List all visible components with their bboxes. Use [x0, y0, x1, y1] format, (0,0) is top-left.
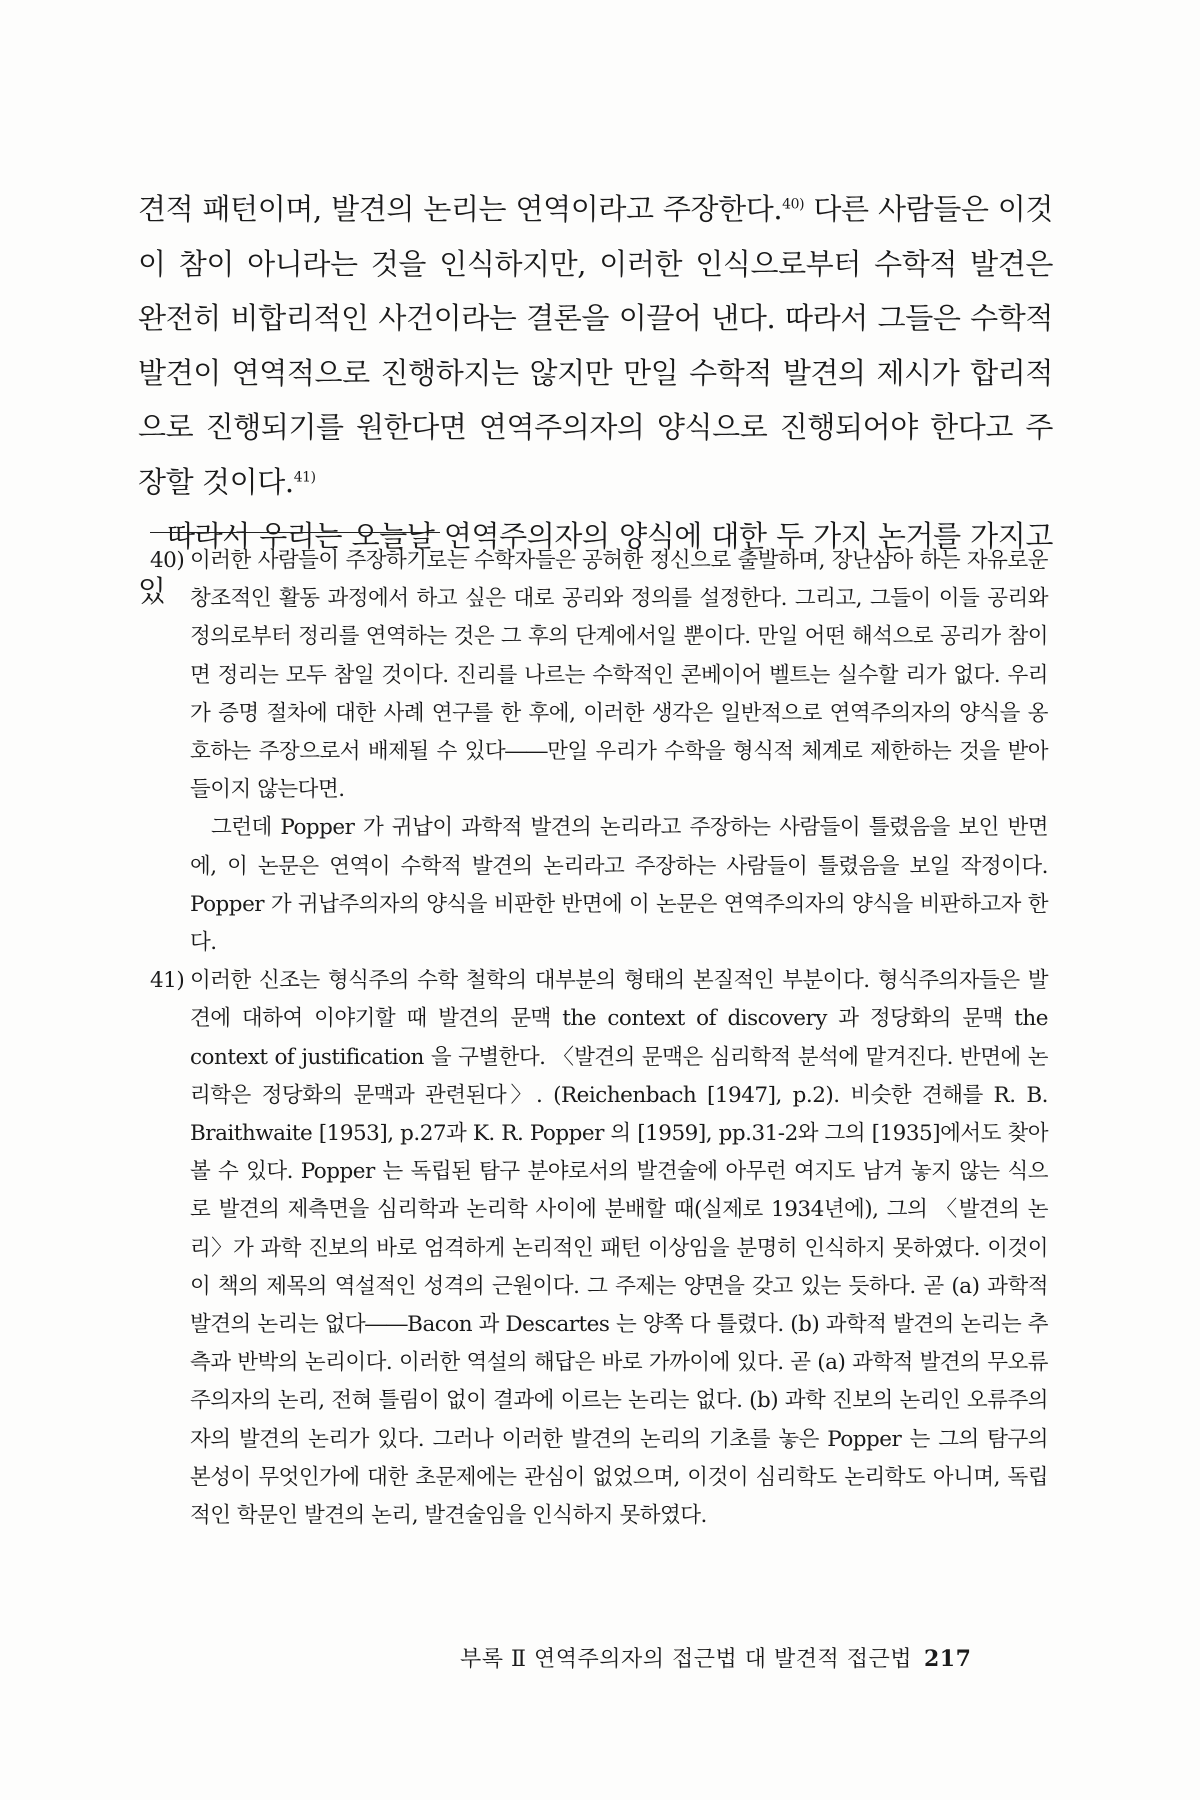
page-number: 217 [923, 1646, 972, 1672]
footnote-text: 이러한 신조는 형식주의 수학 철학의 대부분의 형태의 본질적인 부분이다. 형식주의자들은 발견에 대하여 이야기할 때 발견의 문맥 the context of discovery 과 정당화의 문맥 the context of justification 을 구별한다. 〈발견의 문맥은 심리학적 분석에 맡겨진다. 반면에 논리학은 정당화의 문맥과 관련된다〉. (Reichenbach [1947], p.2). 비슷한 견해를 R. B. Braithwaite [1953], p.27과 K. R. Popper 의 [1959], pp.31-2와 그의 [1935]에서도 찾아볼 수 있다. Popper 는 독립된 탐구 분야로서의 발견술에 아무런 여지도 남겨 놓지 않는 식으로 발견의 제측면을 심리학과 논리학 사이에 분배할 때(실제로 1934년에), 그의 〈발견의 논리〉가 과학 진보의 바로 엄격하게 논리적인 패턴 이상임을 분명히 인식하지 못하였다. 이것이 이 책의 제목의 역설적인 성격의 근원이다. 그 주제는 양면을 갖고 있는 듯하다. 곧 (a) 과학적 발견의 논리는 없다――Bacon 과 Descartes 는 양쪽 다 틀렸다. (b) 과학적 발견의 논리는 추측과 반박의 논리이다. 이러한 역설의 해답은 바로 가까이에 있다. 곧 (a) 과학적 발견의 무오류주의자의 논리, 전혀 틀림이 없이 결과에 이르는 논리는 없다. (b) 과학 진보의 논리인 오류주의자의 발견의 논리가 있다. 그러나 이러한 발견의 논리의 기초를 놓은 Popper 는 그의 탐구의 본성이 무엇인가에 대한 초문제에는 관심이 없었으며, 이것이 심리학도 논리학도 아니며, 독립적인 학문인 발견의 논리, 발견술임을 인식하지 못하였다. [190, 968, 1048, 1529]
footnote-41 [150, 962, 1048, 1535]
footnote-number: 41) [150, 968, 185, 994]
paragraph [138, 182, 1053, 509]
footnote-divider [150, 532, 440, 533]
footnote-number: 40) [150, 548, 185, 573]
paragraph-text: 다른 사람들은 이것이 참이 아니라는 것을 인식하지만, 이러한 인식으로부터 수학적 발견은 완전히 비합리적인 사건이라는 결론을 이끌어 낸다. 따라서 그들은 수학적 발견이 연역적으로 진행하지는 않지만 만일 수학적 발견의 제시가 합리적으로 진행되기를 원한다면 연역주의자의 양식으로 진행되어야 한다고 주장할 것이다. [138, 192, 1053, 499]
footnote-ref-40: 40) [782, 196, 805, 213]
footnote-text: 이러한 사람들이 주장하기로는 수학자들은 공허한 정신으로 출발하며, 장난삼아 하는 자유로운 창조적인 활동 과정에서 하고 싶은 대로 공리와 정의를 설정한다. 그리고, 그들이 이들 공리와 정의로부터 정리를 연역하는 것은 그 후의 단계에서일 뿐이다. 만일 어떤 해석으로 공리가 참이면 정리는 모두 참일 것이다. 진리를 나르는 수학적인 콘베이어 벨트는 실수할 리가 없다. 우리가 증명 절차에 대한 사례 연구를 한 후에, 이러한 생각은 일반적으로 연역주의자의 양식을 옹호하는 주장으로서 배제될 수 있다――만일 우리가 수학을 형식적 체계로 제한하는 것을 받아들이지 않는다면. [190, 548, 1048, 803]
paragraph: 따라서 우리는 오늘날 연역주의자의 양식에 대한 두 가지 논거를 가지고 있 [138, 519, 1053, 608]
footnote-40 [150, 542, 1048, 809]
footnote-40-continuation: 그런데 Popper 가 귀납이 과학적 발견의 논리라고 주장하는 사람들이 틀렸음을 보인 반면에, 이 논문은 연역이 수학적 발견의 논리라고 주장하는 사람들이 틀렸음을 보일 작정이다. Popper 가 귀납주의자의 양식을 비판한 반면에 이 논문은 연역주의자의 양식을 비판하고자 한다. [190, 815, 1048, 956]
footnotes [150, 542, 1048, 1535]
running-head: 부록 Ⅱ 연역주의자의 접근법 대 발견적 접근법 [460, 1647, 912, 1672]
paragraph-text: 견적 패턴이며, 발견의 논리는 연역이라고 주장한다. [138, 192, 783, 226]
page-footer [460, 1642, 1060, 1673]
footnote-ref-41: 41) [293, 468, 316, 485]
